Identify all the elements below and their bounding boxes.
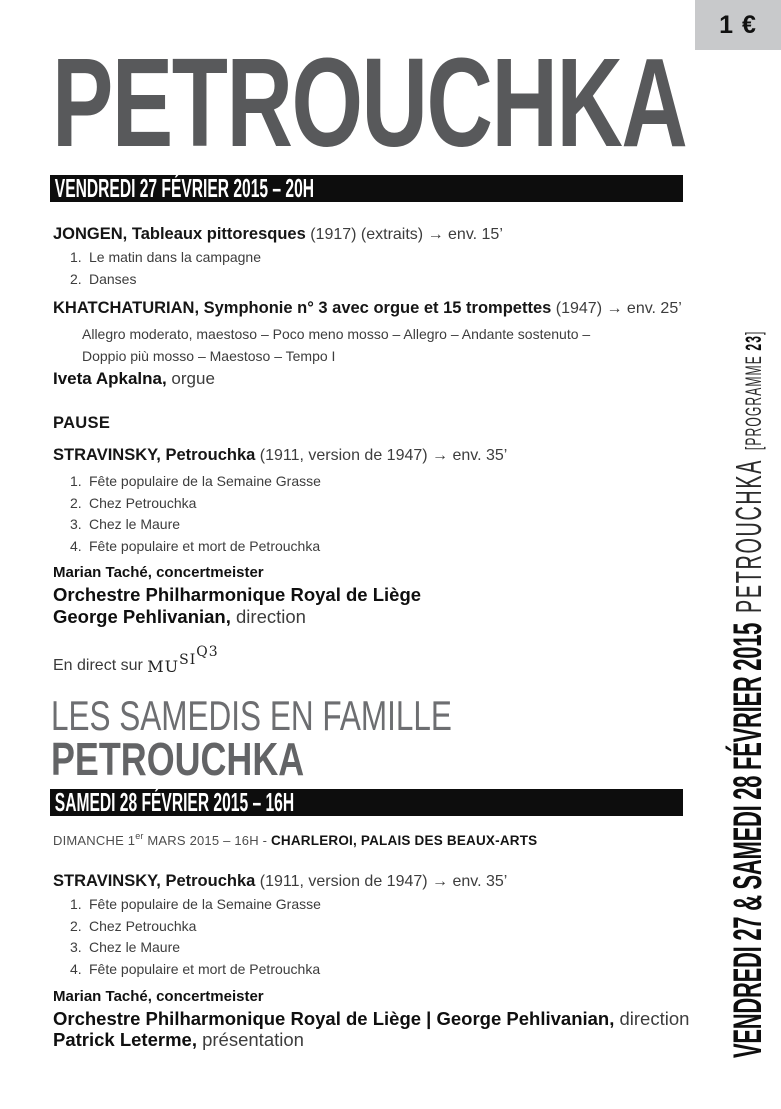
sidebar-title: PETROUCHKA [728,458,769,613]
musiq3-mu: MU [147,657,180,676]
page-title: PETROUCHKA [52,32,687,173]
musiq3-si: SI [179,652,197,668]
soloist-name: Iveta Apkalna, [53,369,167,388]
khatchaturian-tempo-lines [82,323,590,367]
list-item [70,471,321,493]
list-item-number: 4. [70,960,82,977]
work-heading-stravinsky-friday [53,446,507,465]
presenter-name: Patrick Leterme, [53,1029,197,1050]
list-item [70,493,321,515]
programme-number: 23 [741,334,766,351]
list-item [70,937,321,959]
work-strav-title: STRAVINSKY, Petrouchka [53,446,256,464]
broadcast-prefix: En direct sur [53,657,148,674]
presenter-line-saturday [53,1029,304,1051]
list-item-text: Fête populaire et mort de Petrouchka [89,960,321,977]
conductor-name: George Pehlivanian, [53,606,231,627]
work-khatch-title: KHATCHATURIAN, Symphonie n° 3 avec orgue et 15 trompettes [53,299,552,317]
broadcast-line [53,644,219,676]
musiq3-logo [147,644,219,676]
list-item [70,916,321,938]
list-item-number: 4. [70,537,82,554]
stravinsky-movement-list-saturday [70,894,321,980]
work-heading-khatchaturian [53,299,682,318]
list-item-text: Le matin dans la campagne [89,249,261,265]
programme-suffix: ] [741,330,766,335]
list-item [70,269,261,291]
saturday-date-banner-label: SAMEDI 28 FÉVRIER 2015 – 16H [54,789,295,816]
concertmeister-line-saturday: Marian Taché, concertmeister [53,988,264,1005]
list-item-text: Fête populaire de la Semaine Grasse [89,473,321,489]
list-item-text: Chez Petrouchka [89,494,197,511]
tempo-line: Doppio più mosso – Maestoso – Tempo I [82,348,336,364]
extra-date-venue: CHARLEROI, PALAIS DES BEAUX-ARTS [270,833,538,848]
work-strav-details: (1911, version de 1947) → env. 35’ [255,447,508,464]
concertmeister-line-friday: Marian Taché, concertmeister [53,564,264,581]
list-item [70,959,321,981]
conductor-role: direction [614,1008,690,1029]
musiq3-q3: Q3 [196,644,219,660]
list-item-number: 1. [70,249,82,265]
price-label: 1 € [719,10,757,39]
list-item [70,894,321,916]
list-item-text: Fête populaire de la Semaine Grasse [89,896,321,912]
jongen-movement-list [70,247,261,290]
stravinsky-movement-list-friday [70,471,321,557]
list-item [70,247,261,269]
orchestra-conductor-line-saturday [53,1008,689,1030]
work-jongen-title: JONGEN, Tableaux pittoresques [53,225,306,243]
extra-date-mid: MARS 2015 – 16H - [143,833,271,848]
conductor-role: direction [230,606,306,627]
tempo-line: Allegro moderato, maestoso – Poco meno mosso – Allegro – Andante sostenuto – [82,326,591,342]
list-item-number: 2. [70,917,82,934]
saturday-subtitle: PETROUCHKA [51,733,305,785]
list-item-text: Chez le Maure [89,516,181,532]
pause-label: PAUSE [53,414,111,432]
list-item-number: 3. [70,516,82,532]
list-item-number: 2. [70,270,82,287]
price-badge [695,0,781,50]
work-khatch-details: (1947) → env. 25’ [551,300,682,317]
orchestra-conductor-names: Orchestre Philharmonique Royal de Liège | George Pehlivanian, [53,1008,615,1029]
conductor-line-friday [53,606,306,628]
list-item-number: 1. [70,473,82,489]
presenter-role: présentation [196,1029,304,1050]
list-item-text: Fête populaire et mort de Petrouchka [89,537,321,554]
orchestra-line-friday [53,584,421,606]
list-item-text: Danses [89,270,137,287]
extra-date-prefix: DIMANCHE 1 [53,833,136,848]
soloist-line [53,369,215,389]
sidebar-dates: VENDREDI 27 & SAMEDI 28 FÉVRIER 2015 [726,622,770,1058]
orchestra-name: Orchestre Philharmonique Royal de Liège [53,584,422,605]
work-heading-jongen [53,225,503,244]
list-item-number: 3. [70,939,82,955]
work-strav-details: (1911, version de 1947) → env. 35’ [255,873,508,890]
list-item-text: Chez Petrouchka [89,917,197,934]
sidebar-vertical-text [728,331,774,1058]
programme-prefix: [PROGRAMME [741,350,766,451]
work-strav-title: STRAVINSKY, Petrouchka [53,872,256,890]
sunday-extra-date-line [53,831,537,848]
friday-date-banner [50,175,683,202]
friday-date-banner-label: VENDREDI 27 FÉVRIER 2015 – 20H [54,175,315,202]
work-heading-stravinsky-saturday [53,872,507,891]
work-jongen-details: (1917) (extraits) → env. 15’ [305,226,503,243]
saturday-date-banner [50,789,683,816]
soloist-role: orgue [166,369,215,388]
list-item-number: 1. [70,896,82,912]
list-item-text: Chez le Maure [89,939,181,955]
list-item [70,514,321,536]
extra-date-superscript: er [135,831,144,841]
list-item [70,536,321,558]
list-item-number: 2. [70,494,82,511]
sidebar-programme-number [741,331,766,451]
series-title: LES SAMEDIS EN FAMILLE [51,692,452,739]
